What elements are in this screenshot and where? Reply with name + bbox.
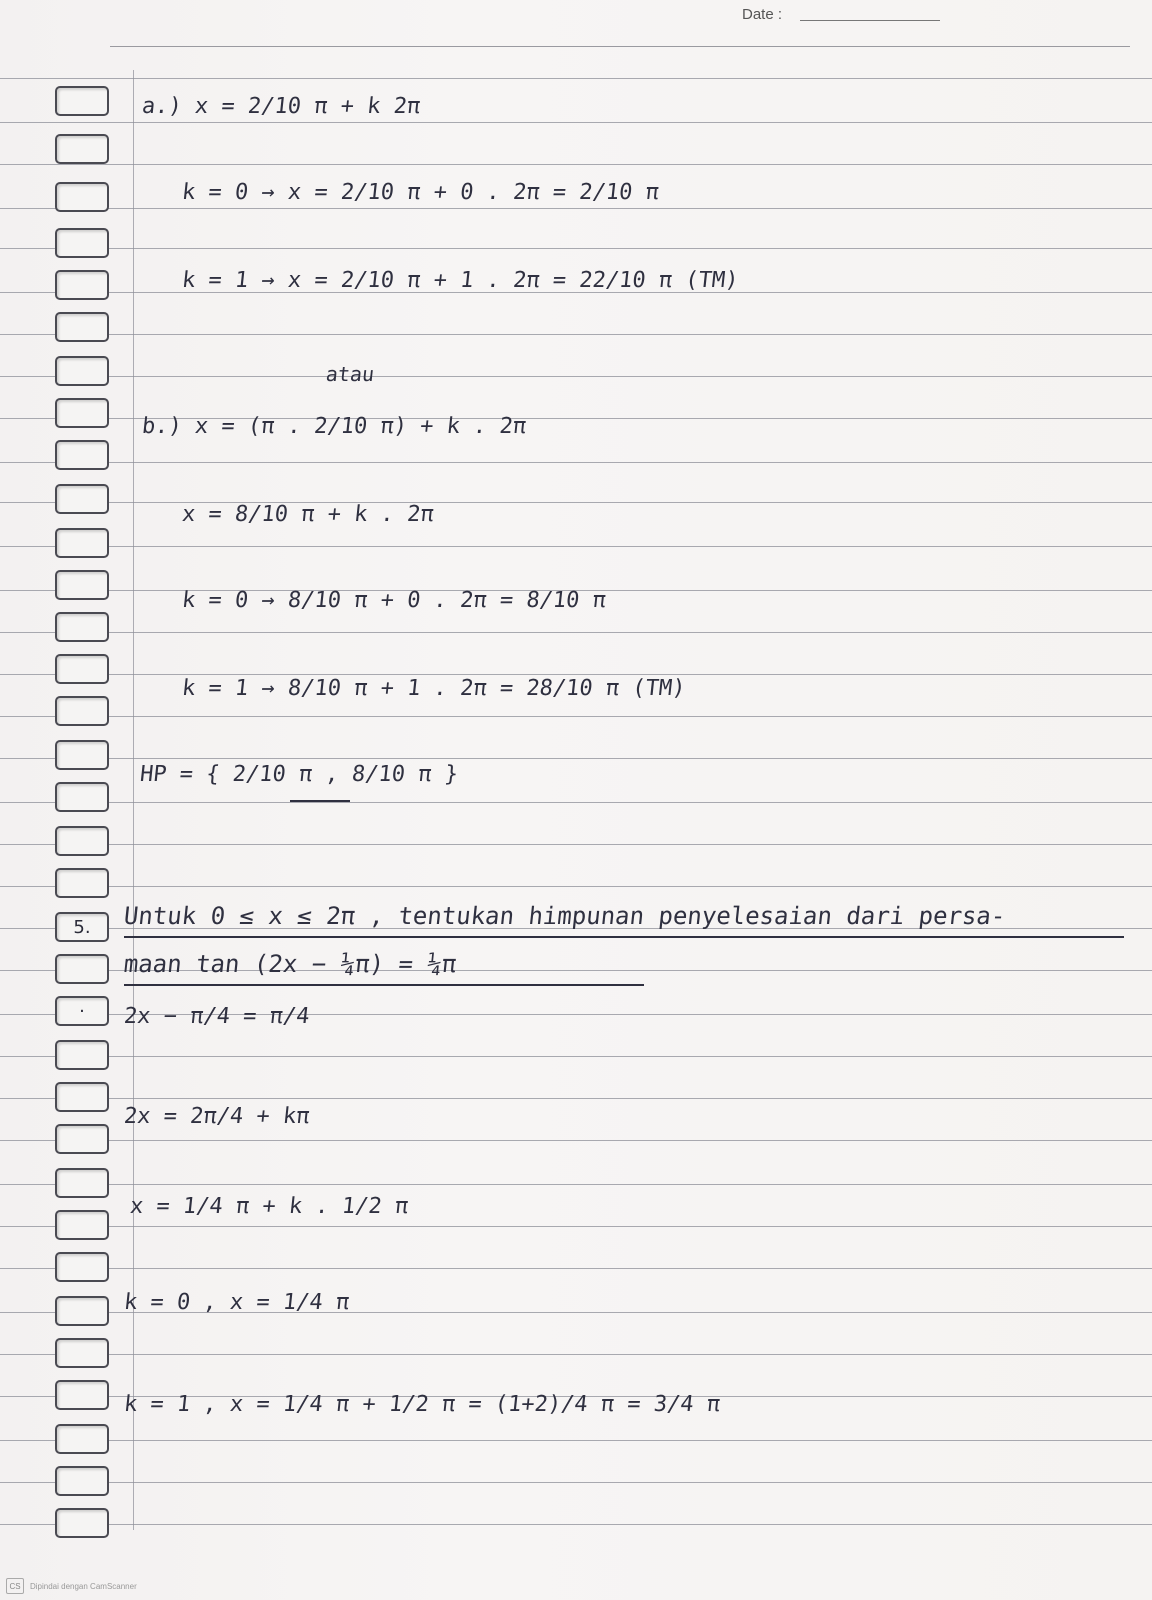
binding-hole — [55, 570, 109, 600]
part-b-line3: k = 0 → 8/10 π + 0 . 2π = 8/10 π — [180, 588, 608, 613]
ruled-line — [0, 462, 1152, 463]
ruled-line — [0, 164, 1152, 165]
ruled-line — [0, 208, 1152, 209]
ruled-line — [0, 1226, 1152, 1227]
ruled-line — [0, 1524, 1152, 1525]
binding-hole — [55, 654, 109, 684]
bullet-dot: · — [79, 1000, 85, 1022]
step-3: x = 1/4 π + k . 1/2 π — [128, 1194, 410, 1219]
top-rule — [110, 46, 1130, 47]
binding-hole — [55, 86, 109, 116]
binding-hole — [55, 356, 109, 386]
binding-hole — [55, 1380, 109, 1410]
binding-hole — [55, 696, 109, 726]
binding-hole — [55, 1338, 109, 1368]
ruled-line — [0, 1482, 1152, 1483]
binding-hole — [55, 134, 109, 164]
binding-hole — [55, 954, 109, 984]
date-header — [742, 4, 782, 23]
part-a-line1: a.) x = 2/10 π + k 2π — [140, 94, 422, 119]
binding-hole — [55, 440, 109, 470]
binding-hole — [55, 826, 109, 856]
ruled-line — [0, 632, 1152, 633]
ruled-line — [0, 674, 1152, 675]
step-4: k = 0 , x = 1/4 π — [122, 1290, 351, 1315]
binding-hole — [55, 782, 109, 812]
binding-hole — [55, 1424, 109, 1454]
date-line — [800, 20, 940, 21]
ruled-line — [0, 122, 1152, 123]
binding-hole — [55, 1296, 109, 1326]
binding-hole — [55, 312, 109, 342]
hp-underline — [290, 800, 350, 802]
part-a-line2: k = 0 → x = 2/10 π + 0 . 2π = 2/10 π — [180, 180, 661, 205]
question-underline-1 — [124, 936, 1124, 938]
binding-hole — [55, 182, 109, 212]
problem5-question-line2: maan tan (2x − ¼π) = ¼π — [122, 950, 458, 978]
binding-hole — [55, 398, 109, 428]
question-underline-2 — [124, 984, 644, 986]
binding-hole — [55, 270, 109, 300]
ruled-line — [0, 1440, 1152, 1441]
ruled-line — [0, 502, 1152, 503]
step-1: 2x − π/4 = π/4 — [122, 1004, 311, 1029]
binding-hole — [55, 484, 109, 514]
binding-hole — [55, 612, 109, 642]
step-2: 2x = 2π/4 + kπ — [122, 1104, 311, 1129]
part-b-line4: k = 1 → 8/10 π + 1 . 2π = 28/10 π (TM) — [180, 676, 687, 701]
binding-hole — [55, 1040, 109, 1070]
binding-hole-number — [55, 912, 109, 942]
binding-hole — [55, 1466, 109, 1496]
problem-number: 5. — [73, 916, 91, 938]
part-a-line3: k = 1 → x = 2/10 π + 1 . 2π = 22/10 π (TM) — [180, 268, 740, 293]
ruled-line — [0, 376, 1152, 377]
binding-hole — [55, 868, 109, 898]
binding-hole — [55, 228, 109, 258]
ruled-line — [0, 802, 1152, 803]
camscanner-logo-icon: CS — [6, 1578, 24, 1594]
ruled-line — [0, 886, 1152, 887]
connector-atau: atau — [324, 362, 376, 386]
binding-hole — [55, 1168, 109, 1198]
ruled-line — [0, 1268, 1152, 1269]
scanner-text: Dipindai dengan CamScanner — [30, 1581, 137, 1591]
binding-hole-bullet — [55, 996, 109, 1026]
date-label: Date : — [742, 6, 783, 23]
ruled-line — [0, 1098, 1152, 1099]
binding-hole — [55, 1082, 109, 1112]
binding-hole — [55, 1210, 109, 1240]
part-b-line1: b.) x = (π . 2/10 π) + k . 2π — [140, 414, 528, 439]
ruled-line — [0, 1056, 1152, 1057]
binding-hole — [55, 1252, 109, 1282]
binding-hole — [55, 740, 109, 770]
ruled-line — [0, 546, 1152, 547]
problem5-question-line1: Untuk 0 ≤ x ≤ 2π , tentukan himpunan penyelesaian dari persa- — [122, 902, 1007, 930]
ruled-line — [0, 716, 1152, 717]
binding-hole — [55, 528, 109, 558]
scanner-footer — [6, 1578, 137, 1594]
solution-set-hp: HP = { 2/10 π , 8/10 π } — [138, 762, 460, 787]
ruled-line — [0, 1140, 1152, 1141]
part-b-line2: x = 8/10 π + k . 2π — [180, 502, 435, 527]
binding-hole — [55, 1124, 109, 1154]
ruled-line — [0, 334, 1152, 335]
step-5: k = 1 , x = 1/4 π + 1/2 π = (1+2)/4 π = 3/4 π — [122, 1392, 722, 1417]
ruled-line — [0, 1354, 1152, 1355]
ruled-line — [0, 248, 1152, 249]
ruled-line — [0, 1184, 1152, 1185]
binding-hole — [55, 1508, 109, 1538]
ruled-line — [0, 758, 1152, 759]
ruled-line — [0, 78, 1152, 79]
ruled-line — [0, 844, 1152, 845]
